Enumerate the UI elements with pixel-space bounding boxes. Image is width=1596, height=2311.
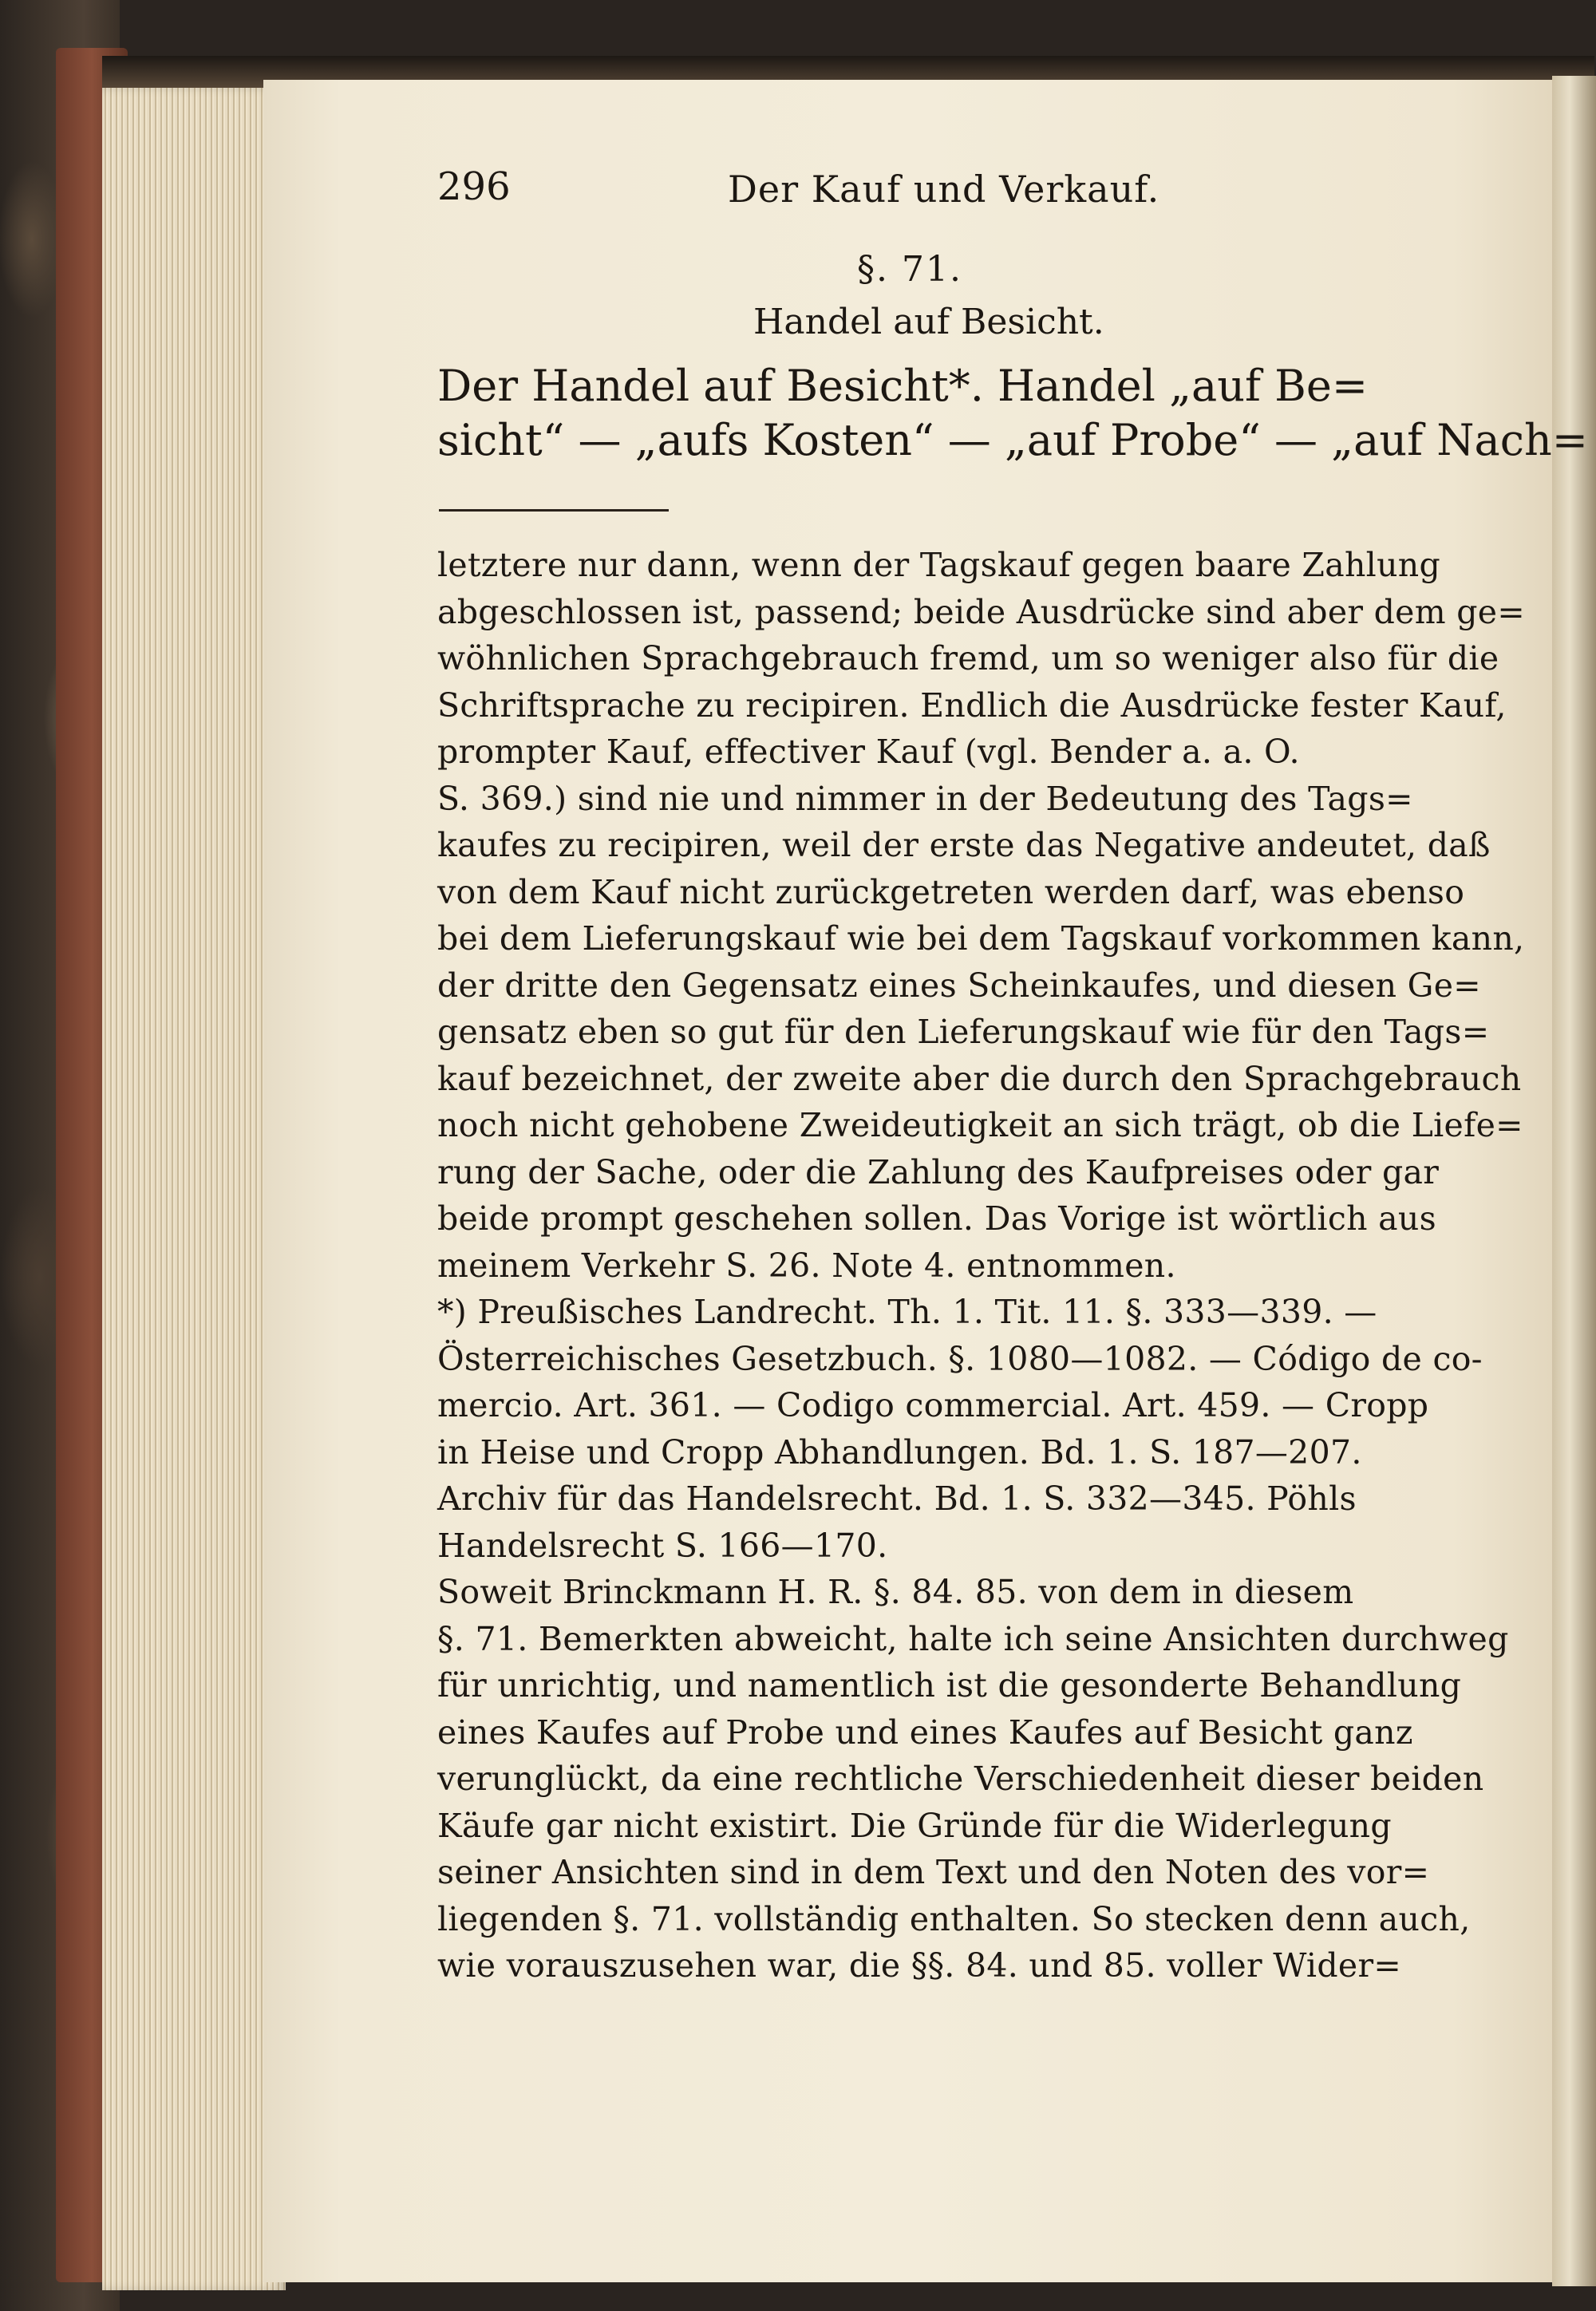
body-line: eines Kaufes auf Probe und eines Kaufes auf Besicht ganz (437, 1713, 1413, 1752)
body-line: von dem Kauf nicht zurückgetreten werden darf, was ebenso (437, 872, 1465, 911)
body-line: meinem Verkehr S. 26. Note 4. entnommen. (437, 1246, 1176, 1285)
body-line: bei dem Lieferungskauf wie bei dem Tagskauf vorkommen kann, (437, 919, 1525, 958)
page-number: 296 (437, 164, 511, 209)
body-line: Soweit Brinckmann H. R. §. 84. 85. von dem in diesem (437, 1573, 1354, 1611)
body-line: Schriftsprache zu recipiren. Endlich die Ausdrücke fester Kauf, (437, 685, 1507, 725)
body-line: mercio. Art. 361. — Codigo commercial. Art. 459. — Cropp (437, 1386, 1429, 1424)
footnote-rule (439, 509, 669, 512)
body-line: noch nicht gehobene Zweideutigkeit an sich trägt, ob die Liefe= (437, 1106, 1523, 1144)
page-right-edge (1552, 76, 1596, 2286)
heading-line-2: sicht“ — „aufs Kosten“ — „auf Probe“ — „auf Nach= (437, 415, 1588, 465)
body-line: wöhnlichen Sprachgebrauch fremd, um so weniger also für die (437, 639, 1499, 677)
section-number: §. 71. (857, 249, 962, 290)
body-line: §. 71. Bemerkten abweicht, halte ich seine Ansichten durchweg (437, 1619, 1509, 1658)
body-line: liegenden §. 71. vollständig enthalten. So stecken denn auch, (437, 1899, 1471, 1938)
body-line: letztere nur dann, wenn der Tagskauf gegen baare Zahlung (437, 546, 1441, 584)
page-edges (102, 88, 286, 2290)
body-line: *) Preußisches Landrecht. Th. 1. Tit. 11. §. 333—339. — (437, 1293, 1377, 1331)
section-title: Handel auf Besicht. (753, 302, 1104, 342)
body-line: in Heise und Cropp Abhandlungen. Bd. 1. S. 187—207. (437, 1432, 1362, 1472)
body-line: rung der Sache, oder die Zahlung des Kaufpreises oder gar (437, 1152, 1440, 1191)
body-line: Archiv für das Handelsrecht. Bd. 1. S. 332—345. Pöhls (437, 1479, 1357, 1518)
heading-line-1: Der Handel auf Besicht*. Handel „auf Be= (437, 361, 1369, 411)
body-line: verunglückt, da eine rechtliche Verschiedenheit dieser beiden (437, 1760, 1484, 1798)
body-line: der dritte den Gegensatz eines Scheinkaufes, und diesen Ge= (437, 966, 1481, 1005)
body-line: seiner Ansichten sind in dem Text und den Noten des vor= (437, 1853, 1430, 1891)
body-line: beide prompt geschehen sollen. Das Vorige ist wörtlich aus (437, 1199, 1436, 1238)
body-line: prompter Kauf, effectiver Kauf (vgl. Bender a. a. O. (437, 733, 1300, 771)
body-line: kaufes zu recipiren, weil der erste das Negative andeutet, daß (437, 826, 1491, 864)
body-line: Käufe gar nicht existirt. Die Gründe für die Widerlegung (437, 1806, 1392, 1845)
running-title: Der Kauf und Verkauf. (728, 168, 1160, 211)
body-line: S. 369.) sind nie und nimmer in der Bedeutung des Tags= (437, 779, 1413, 818)
body-line: wie vorauszusehen war, die §§. 84. und 85. voller Wider= (437, 1946, 1402, 1985)
body-line: für unrichtig, und namentlich ist die gesonderte Behandlung (437, 1666, 1462, 1705)
body-line: Österreichisches Gesetzbuch. §. 1080—1082. — Código de co- (437, 1339, 1483, 1378)
body-line: gensatz eben so gut für den Lieferungskauf wie für den Tags= (437, 1013, 1490, 1051)
body-line: Handelsrecht S. 166—170. (437, 1526, 888, 1565)
body-line: kauf bezeichnet, der zweite aber die durch den Sprachgebrauch (437, 1059, 1522, 1098)
body-line: abgeschlossen ist, passend; beide Ausdrücke sind aber dem ge= (437, 592, 1525, 631)
